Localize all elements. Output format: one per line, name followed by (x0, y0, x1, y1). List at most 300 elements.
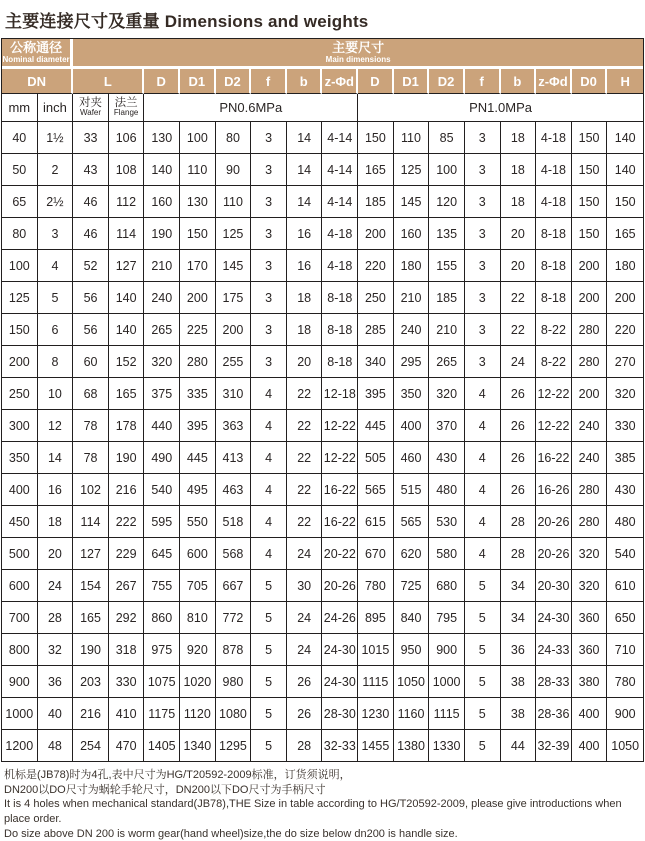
sub-header-row (2, 94, 643, 122)
cell: 445 (358, 410, 394, 442)
cell: 840 (394, 602, 430, 634)
cell: 26 (501, 474, 537, 506)
cell: 4 (465, 410, 501, 442)
cell: 16 (287, 218, 323, 250)
cell: 110 (394, 122, 430, 154)
cell: 4 (251, 442, 287, 474)
cell: 1175 (144, 698, 180, 730)
cell: 125 (2, 282, 38, 314)
cell: 285 (358, 314, 394, 346)
cell: 34 (501, 602, 537, 634)
cell: 5 (38, 282, 74, 314)
sub-header-pn06: PN0.6MPa (144, 94, 358, 122)
table-row (2, 602, 643, 634)
note-line: 机标是(JB78)时为4孔,表中尺寸为HG/T20592-2009标准，订货须说明， (4, 768, 641, 783)
cell: 85 (429, 122, 465, 154)
column-header: H (607, 69, 643, 94)
cell: 150 (572, 154, 608, 186)
cell: 100 (2, 250, 38, 282)
cell: 18 (501, 154, 537, 186)
cell: 210 (144, 250, 180, 282)
cell: 56 (73, 282, 109, 314)
table-row (2, 314, 643, 346)
cell: 14 (287, 186, 323, 218)
cell: 44 (501, 730, 537, 761)
cell: 4-14 (322, 154, 358, 186)
cell: 1160 (394, 698, 430, 730)
column-header: b (287, 69, 323, 94)
cell: 150 (607, 186, 643, 218)
cell: 3 (465, 314, 501, 346)
cell: 250 (2, 378, 38, 410)
cell: 335 (180, 378, 216, 410)
cell: 65 (2, 186, 38, 218)
cell: 445 (180, 442, 216, 474)
column-header-l: L (73, 69, 144, 94)
cell: 568 (216, 538, 252, 570)
cell: 16-22 (322, 506, 358, 538)
cell: 16-26 (536, 474, 572, 506)
sub-header-flange-en: Flange (109, 109, 144, 117)
cell: 5 (465, 666, 501, 698)
cell: 900 (429, 634, 465, 666)
group-header-row (2, 39, 643, 69)
header-main-dimensions-zh: 主要尺寸 (73, 41, 643, 56)
cell: 3 (251, 122, 287, 154)
cell: 200 (2, 346, 38, 378)
cell: 200 (607, 282, 643, 314)
cell: 8 (38, 346, 74, 378)
table-row (2, 186, 643, 218)
cell: 28 (38, 602, 74, 634)
cell: 8-18 (536, 218, 572, 250)
cell: 165 (358, 154, 394, 186)
cell: 5 (465, 730, 501, 761)
cell: 700 (2, 602, 38, 634)
cell: 1050 (394, 666, 430, 698)
cell: 56 (73, 314, 109, 346)
cell: 210 (429, 314, 465, 346)
cell: 4 (465, 474, 501, 506)
cell: 22 (287, 506, 323, 538)
cell: 140 (607, 122, 643, 154)
cell: 5 (251, 698, 287, 730)
cell: 460 (394, 442, 430, 474)
cell: 860 (144, 602, 180, 634)
cell: 360 (572, 634, 608, 666)
sub-header-flange-zh: 法兰 (109, 97, 144, 109)
cell: 80 (216, 122, 252, 154)
cell: 255 (216, 346, 252, 378)
cell: 8-18 (322, 282, 358, 314)
cell: 710 (607, 634, 643, 666)
cell: 292 (109, 602, 145, 634)
cell: 350 (2, 442, 38, 474)
cell: 1405 (144, 730, 180, 761)
cell: 152 (109, 346, 145, 378)
cell: 28-30 (322, 698, 358, 730)
cell: 565 (358, 474, 394, 506)
cell: 280 (572, 314, 608, 346)
cell: 165 (73, 602, 109, 634)
cell: 350 (394, 378, 430, 410)
cell: 155 (429, 250, 465, 282)
cell: 780 (358, 570, 394, 602)
cell: 68 (73, 378, 109, 410)
cell: 150 (358, 122, 394, 154)
cell: 4-14 (322, 186, 358, 218)
cell: 106 (109, 122, 145, 154)
column-header-row (2, 69, 643, 94)
cell: 4-18 (322, 250, 358, 282)
cell: 52 (73, 250, 109, 282)
table-row (2, 154, 643, 186)
cell: 580 (429, 538, 465, 570)
cell: 810 (180, 602, 216, 634)
cell: 8-18 (536, 282, 572, 314)
cell: 20-26 (322, 570, 358, 602)
cell: 28-33 (536, 666, 572, 698)
cell: 220 (607, 314, 643, 346)
cell: 900 (607, 698, 643, 730)
cell: 280 (572, 474, 608, 506)
cell: 380 (572, 666, 608, 698)
cell: 12 (38, 410, 74, 442)
cell: 22 (287, 474, 323, 506)
cell: 200 (572, 250, 608, 282)
cell: 26 (501, 378, 537, 410)
cell: 210 (394, 282, 430, 314)
cell: 1115 (429, 698, 465, 730)
cell: 8-18 (536, 250, 572, 282)
column-header: f (251, 69, 287, 94)
column-header: D (144, 69, 180, 94)
cell: 24 (287, 602, 323, 634)
cell: 240 (144, 282, 180, 314)
cell: 26 (501, 442, 537, 474)
cell: 265 (429, 346, 465, 378)
cell: 667 (216, 570, 252, 602)
cell: 1330 (429, 730, 465, 761)
cell: 145 (394, 186, 430, 218)
note-line: Do size above DN 200 is worm gear(hand wheel)size,the do size below dn200 is handle size. (4, 827, 641, 841)
cell: 150 (180, 218, 216, 250)
cell: 8-22 (536, 346, 572, 378)
cell: 30 (287, 570, 323, 602)
table-row (2, 378, 643, 410)
cell: 108 (109, 154, 145, 186)
cell: 112 (109, 186, 145, 218)
cell: 1½ (38, 122, 74, 154)
cell: 795 (429, 602, 465, 634)
cell: 5 (465, 570, 501, 602)
cell: 8-18 (322, 346, 358, 378)
cell: 755 (144, 570, 180, 602)
cell: 125 (216, 218, 252, 250)
header-nominal-diameter-zh: 公称通径 (2, 41, 70, 56)
table-row (2, 538, 643, 570)
cell: 515 (394, 474, 430, 506)
cell: 24-30 (322, 666, 358, 698)
cell: 48 (38, 730, 74, 761)
cell: 670 (358, 538, 394, 570)
cell: 1200 (2, 730, 38, 761)
cell: 3 (251, 314, 287, 346)
cell: 26 (287, 666, 323, 698)
cell: 127 (109, 250, 145, 282)
cell: 4 (251, 506, 287, 538)
cell: 36 (501, 634, 537, 666)
cell: 6 (38, 314, 74, 346)
cell: 400 (572, 730, 608, 761)
cell: 114 (73, 506, 109, 538)
table-row (2, 634, 643, 666)
cell: 240 (572, 442, 608, 474)
cell: 600 (180, 538, 216, 570)
cell: 222 (109, 506, 145, 538)
cell: 3 (465, 154, 501, 186)
cell: 3 (251, 218, 287, 250)
cell: 145 (216, 250, 252, 282)
cell: 4-18 (536, 186, 572, 218)
cell: 110 (180, 154, 216, 186)
cell: 3 (251, 282, 287, 314)
cell: 3 (251, 346, 287, 378)
footnotes (0, 762, 645, 841)
sub-header-pn10: PN1.0MPa (358, 94, 643, 122)
table-row (2, 666, 643, 698)
cell: 500 (2, 538, 38, 570)
cell: 1050 (607, 730, 643, 761)
cell: 130 (144, 122, 180, 154)
cell: 127 (73, 538, 109, 570)
cell: 615 (358, 506, 394, 538)
cell: 154 (73, 570, 109, 602)
cell: 20-22 (322, 538, 358, 570)
cell: 28 (501, 506, 537, 538)
cell: 16-22 (322, 474, 358, 506)
cell: 150 (572, 218, 608, 250)
cell: 395 (180, 410, 216, 442)
cell: 100 (180, 122, 216, 154)
cell: 36 (38, 666, 74, 698)
cell: 320 (429, 378, 465, 410)
cell: 20 (38, 538, 74, 570)
table-row (2, 122, 643, 154)
column-header: D1 (394, 69, 430, 94)
cell: 5 (251, 570, 287, 602)
cell: 180 (607, 250, 643, 282)
cell: 140 (607, 154, 643, 186)
cell: 120 (429, 186, 465, 218)
cell: 175 (216, 282, 252, 314)
cell: 5 (251, 730, 287, 761)
cell: 772 (216, 602, 252, 634)
table-row (2, 410, 643, 442)
page-title (0, 0, 645, 38)
cell: 190 (144, 218, 180, 250)
cell: 680 (429, 570, 465, 602)
cell: 200 (572, 378, 608, 410)
cell: 20 (287, 346, 323, 378)
cell: 16-22 (536, 442, 572, 474)
cell: 4 (465, 538, 501, 570)
cell: 216 (109, 474, 145, 506)
cell: 980 (216, 666, 252, 698)
cell: 295 (394, 346, 430, 378)
cell: 495 (180, 474, 216, 506)
cell: 280 (572, 346, 608, 378)
column-header: b (501, 69, 537, 94)
cell: 150 (572, 122, 608, 154)
cell: 24-30 (322, 634, 358, 666)
column-header: D0 (572, 69, 608, 94)
cell: 280 (572, 506, 608, 538)
cell: 43 (73, 154, 109, 186)
cell: 3 (251, 186, 287, 218)
cell: 190 (109, 442, 145, 474)
cell: 878 (216, 634, 252, 666)
cell: 4 (251, 410, 287, 442)
column-header: D1 (180, 69, 216, 94)
cell: 12-22 (322, 442, 358, 474)
cell: 165 (109, 378, 145, 410)
cell: 3 (38, 218, 74, 250)
cell: 200 (216, 314, 252, 346)
cell: 14 (287, 122, 323, 154)
cell: 40 (38, 698, 74, 730)
cell: 518 (216, 506, 252, 538)
table-row (2, 218, 643, 250)
cell: 430 (607, 474, 643, 506)
cell: 18 (501, 186, 537, 218)
cell: 920 (180, 634, 216, 666)
cell: 254 (73, 730, 109, 761)
table-row (2, 698, 643, 730)
cell: 270 (607, 346, 643, 378)
cell: 610 (607, 570, 643, 602)
cell: 375 (144, 378, 180, 410)
cell: 4-14 (322, 122, 358, 154)
cell: 400 (572, 698, 608, 730)
cell: 225 (180, 314, 216, 346)
cell: 14 (38, 442, 74, 474)
cell: 185 (429, 282, 465, 314)
page-title-zh: 主要连接尺寸及重量 (5, 12, 160, 31)
cell: 114 (109, 218, 145, 250)
cell: 2½ (38, 186, 74, 218)
cell: 1340 (180, 730, 216, 761)
cell: 20-26 (536, 506, 572, 538)
cell: 78 (73, 410, 109, 442)
cell: 12-22 (536, 410, 572, 442)
cell: 28-36 (536, 698, 572, 730)
table-row (2, 346, 643, 378)
cell: 530 (429, 506, 465, 538)
cell: 410 (109, 698, 145, 730)
cell: 140 (109, 282, 145, 314)
cell: 50 (2, 154, 38, 186)
cell: 165 (607, 218, 643, 250)
cell: 229 (109, 538, 145, 570)
cell: 2 (38, 154, 74, 186)
cell: 480 (429, 474, 465, 506)
cell: 5 (465, 602, 501, 634)
table-row (2, 442, 643, 474)
cell: 110 (216, 186, 252, 218)
cell: 320 (144, 346, 180, 378)
cell: 8-22 (536, 314, 572, 346)
cell: 18 (501, 122, 537, 154)
cell: 14 (287, 154, 323, 186)
table-row (2, 474, 643, 506)
cell: 385 (607, 442, 643, 474)
cell: 24-33 (536, 634, 572, 666)
cell: 203 (73, 666, 109, 698)
cell: 220 (358, 250, 394, 282)
cell: 3 (465, 186, 501, 218)
cell: 24 (287, 538, 323, 570)
cell: 3 (251, 250, 287, 282)
cell: 4 (251, 378, 287, 410)
page-title-en: Dimensions and weights (165, 12, 369, 31)
cell: 180 (394, 250, 430, 282)
cell: 5 (465, 698, 501, 730)
cell: 1015 (358, 634, 394, 666)
cell: 600 (2, 570, 38, 602)
cell: 16 (287, 250, 323, 282)
cell: 1380 (394, 730, 430, 761)
cell: 3 (465, 250, 501, 282)
cell: 1230 (358, 698, 394, 730)
cell: 32-33 (322, 730, 358, 761)
cell: 318 (109, 634, 145, 666)
cell: 4 (38, 250, 74, 282)
cell: 950 (394, 634, 430, 666)
cell: 4-18 (536, 154, 572, 186)
cell: 33 (73, 122, 109, 154)
cell: 5 (251, 602, 287, 634)
cell: 240 (572, 410, 608, 442)
cell: 125 (394, 154, 430, 186)
cell: 240 (394, 314, 430, 346)
cell: 24 (38, 570, 74, 602)
cell: 20-30 (536, 570, 572, 602)
sub-header-inch: inch (38, 94, 74, 122)
cell: 160 (394, 218, 430, 250)
cell: 80 (2, 218, 38, 250)
cell: 4 (465, 442, 501, 474)
cell: 3 (251, 154, 287, 186)
cell: 320 (607, 378, 643, 410)
cell: 4-18 (536, 122, 572, 154)
cell: 24 (287, 634, 323, 666)
cell: 22 (287, 378, 323, 410)
cell: 3 (465, 346, 501, 378)
cell: 22 (287, 410, 323, 442)
column-header: z-Φd (536, 69, 572, 94)
cell: 265 (144, 314, 180, 346)
cell: 1455 (358, 730, 394, 761)
cell: 5 (251, 666, 287, 698)
cell: 470 (109, 730, 145, 761)
cell: 150 (2, 314, 38, 346)
header-main-dimensions-en: Main dimensions (73, 56, 643, 65)
table-row (2, 282, 643, 314)
cell: 26 (287, 698, 323, 730)
cell: 480 (607, 506, 643, 538)
cell: 620 (394, 538, 430, 570)
